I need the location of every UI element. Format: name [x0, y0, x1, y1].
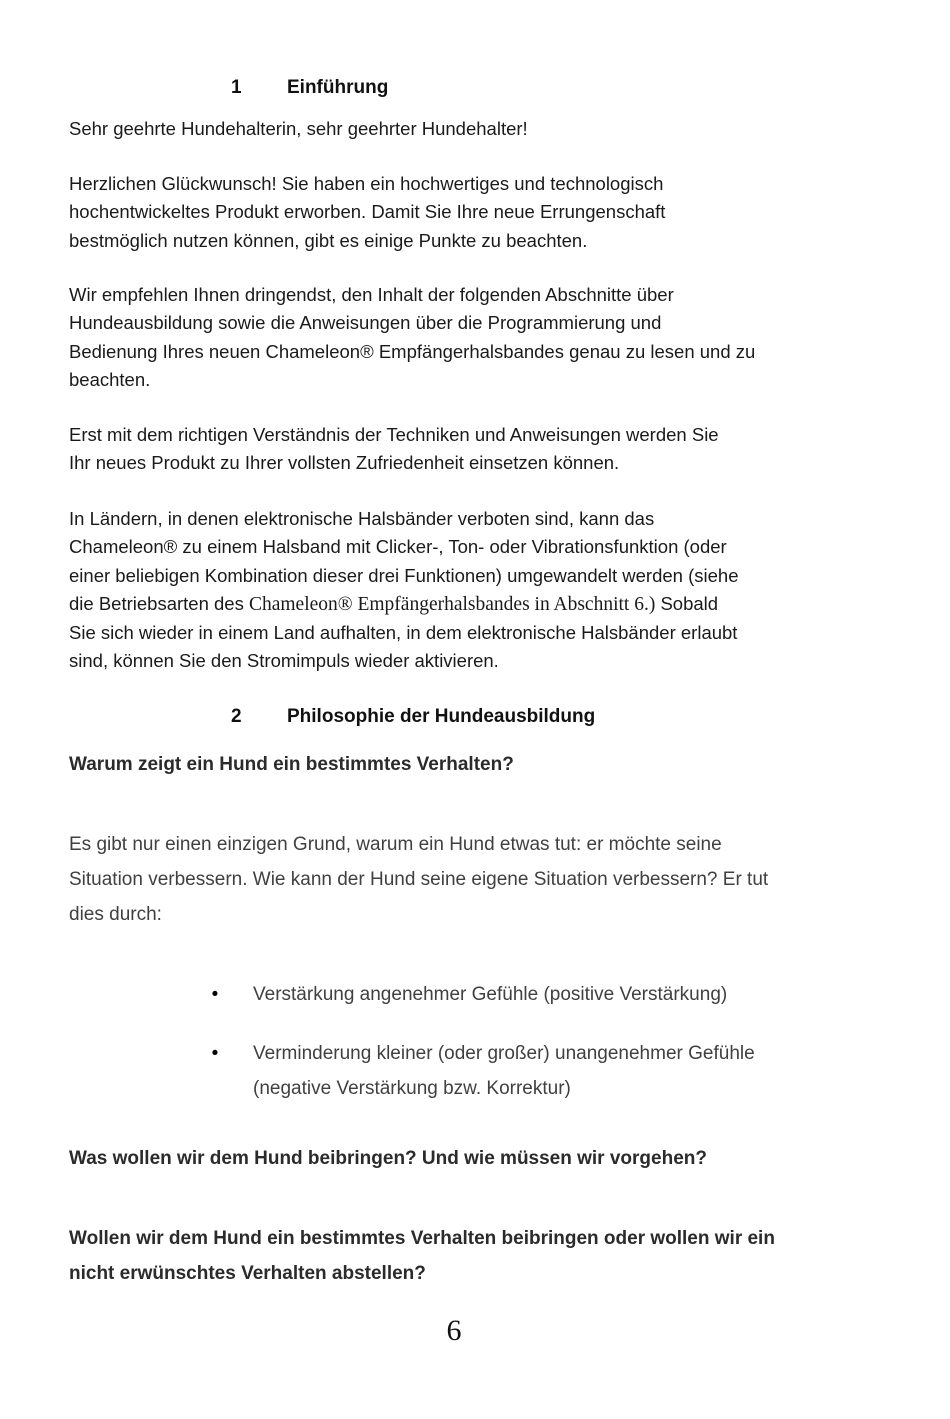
paragraph-line: sind, können Sie den Stromimpuls wieder aktivieren.	[69, 650, 499, 672]
paragraph-line: Situation verbessern. Wie kann der Hund seine eigene Situation verbessern? Er tut	[69, 869, 769, 890]
section-heading-2	[231, 706, 595, 728]
paragraph-line: Erst mit dem richtigen Verständnis der Techniken und Anweisungen werden Sie	[69, 424, 719, 445]
bullet-item	[205, 977, 855, 1012]
paragraph-line: Ihr neues Produkt zu Ihrer vollsten Zufriedenheit einsetzen können.	[69, 452, 620, 474]
section-title: Einführung	[287, 77, 389, 98]
paragraph-line: Sie sich wieder in einem Land aufhalten, in dem elektronische Halsbänder erlaubt	[69, 622, 738, 644]
bullet-text: Verminderung kleiner (oder großer) unangenehmer Gefühle (negative Verstärkung bzw. Korrektur)	[253, 1043, 755, 1099]
paragraph-line: In Ländern, in denen elektronische Halsbänder verboten sind, kann das	[69, 508, 655, 529]
paragraph-line: Herzlichen Glückwunsch! Sie haben ein hochwertiges und technologisch	[69, 173, 664, 194]
section-number: 1	[231, 77, 242, 98]
line-segment: die Betriebsarten des	[69, 592, 249, 614]
line-segment-serif: Chameleon® Empfängerhalsbandes in Abschnitt 6.)	[248, 593, 656, 615]
intro-paragraph-2	[69, 281, 859, 394]
bullet-icon: •	[211, 1043, 219, 1064]
greeting-line: Sehr geehrte Hundehalterin, sehr geehrter Hundehalter!	[69, 118, 528, 139]
paragraph-line: beachten.	[69, 368, 151, 390]
greeting-paragraph	[69, 115, 859, 143]
paragraph-line: einer beliebigen Kombination dieser drei Funktionen) umgewandelt werden (siehe	[69, 564, 739, 586]
section-title: Philosophie der Hundeausbildung	[287, 706, 596, 727]
section-number: 2	[231, 706, 242, 727]
bullet-icon: •	[211, 984, 219, 1005]
paragraph-line: dies durch:	[69, 904, 162, 925]
question-heading-2: Was wollen wir dem Hund beibringen? Und wie müssen wir vorgehen?	[69, 1148, 707, 1169]
paragraph-line: Hundeausbildung sowie die Anweisungen über die Programmierung und	[69, 312, 662, 334]
paragraph-line: Wir empfehlen Ihnen dringendst, den Inhalt der folgenden Abschnitte über	[69, 284, 674, 305]
question-heading-3: Wollen wir dem Hund ein bestimmtes Verhalten beibringen oder wollen wir ein nicht erwünschtes Verhalten abstellen?	[69, 1228, 775, 1284]
question-heading-1: Warum zeigt ein Hund ein bestimmtes Verhalten?	[69, 754, 514, 775]
paragraph-line: Bedienung Ihres neuen Chameleon® Empfängerhalsbandes genau zu lesen und zu	[69, 340, 756, 362]
paragraph-line: Es gibt nur einen einzigen Grund, warum ein Hund etwas tut: er möchte seine	[69, 834, 722, 855]
paragraph-line-mixed	[69, 590, 859, 619]
bullet-item	[205, 1036, 855, 1106]
answer-paragraph	[69, 827, 859, 932]
paragraph-line: hochentwickeltes Produkt erworben. Damit Sie Ihre neue Errungenschaft	[69, 201, 666, 223]
line-segment: Sobald	[655, 592, 719, 614]
section-heading-1	[231, 77, 388, 99]
intro-paragraph-4	[69, 505, 859, 676]
page-number: 6	[446, 1314, 462, 1347]
intro-paragraph-3	[69, 421, 859, 478]
paragraph-line: Chameleon® zu einem Halsband mit Clicker-, Ton- oder Vibrationsfunktion (oder	[69, 536, 727, 558]
intro-paragraph-1	[69, 170, 859, 255]
paragraph-line: bestmöglich nutzen können, gibt es einige Punkte zu beachten.	[69, 229, 588, 251]
bullet-text: Verstärkung angenehmer Gefühle (positive Verstärkung)	[253, 984, 728, 1005]
